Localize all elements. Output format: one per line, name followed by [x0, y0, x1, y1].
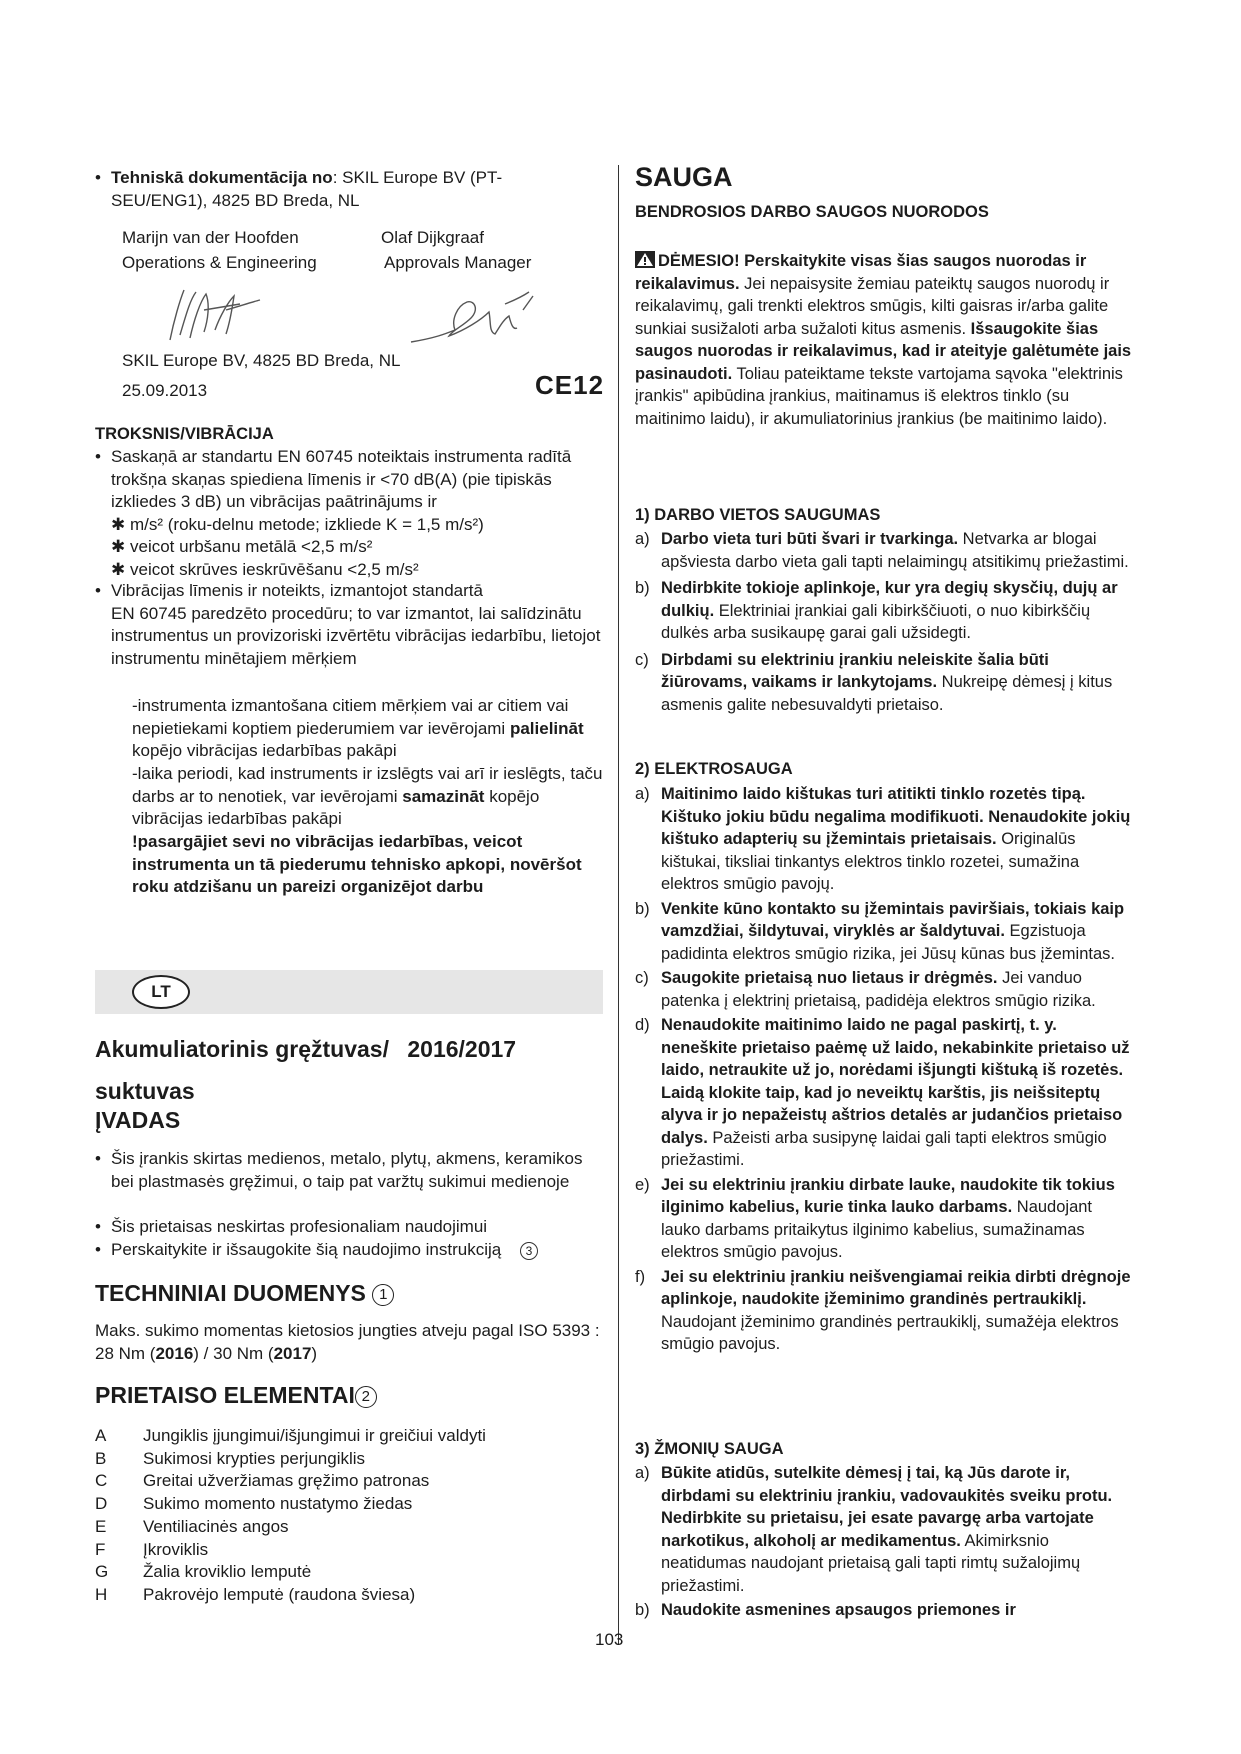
section-1-heading: 1) DARBO VIETOS SAUGUMAS [635, 506, 881, 524]
section-2-list [635, 783, 1135, 1356]
star-icon: ✱ [111, 537, 126, 556]
star-icon: ✱ [111, 514, 126, 534]
list-item: F Įkroviklis [95, 1539, 209, 1559]
list-item: B Sukimosi krypties perjungiklis [95, 1448, 366, 1468]
doc-bullet: • Tehniskā dokumentācija no: SKIL Europe BV (PT-SEU/ENG1), 4825 BD Breda, NL [95, 167, 581, 212]
noise-bullet-1: • Saskaņā ar standartu EN 60745 noteiktais instrumenta radītā trokšņa skaņas spiediena līmenis ir <70 dB(A) (pie tipiskās izkliedes 3 dB) un vibrācijas paātrinājums ir ✱ m/s² (roku-delnu metode; izkliede K = 1,5 m/s²) ✱ veicot urbšanu metālā <2,5 m/s² ✱ veicot skrūves ieskrūvēšanu <2,5 m/s² [95, 446, 601, 581]
signer2-name: Olaf Dijkgraaf [381, 228, 484, 247]
column-divider [618, 165, 619, 1645]
list-item: b) Nedirbkite tokioje aplinkoje, kur yra degių skysčių, dujų ar dulkių. Elektriniai įrankiai gali kibirkščiuoti, o nuo kibirkščių dulkės arba susikaupę garai gali užsidegti. [635, 579, 1118, 642]
dash-item-2: -laika periodi, kad instruments ir izslēgts vai arī ir ieslēgts, taču darbs ar to nenotiek, var ievērojami samazināt kopējo vibrācijas iedarbības pakāpi [132, 764, 603, 828]
list-item: H Pakrovėjo lemputė (raudona šviesa) [95, 1584, 416, 1604]
intro-heading: ĮVADAS [95, 1107, 181, 1133]
dash-item-1: -instrumenta izmantošana citiem mērķiem vai ar citiem vai nepietiekami koptiem piederumiem var ievērojami palielināt kopējo vibrācijas iedarbības pakāpi [132, 696, 584, 760]
general-safety-heading: BENDROSIOS DARBO SAUGOS NUORODOS [635, 203, 989, 221]
list-item: a) Būkite atidūs, sutelkite dėmesį į tai, ką Jūs darote ir, dirbdami su elektriniu įrankiu, vadovaukitės sveiku protu. Nedirbkite su prietaisu, jei esate pavargę arba vartojate narkotikus, alkoholį ar medikamentus. Akimirksnio neatidumas naudojant prietaisą gali tapti rimtų sužalojimų priežastimi. [635, 1464, 1113, 1595]
intro-bullet-1: • Šis įrankis skirtas medienos, metalo, plytų, akmens, keramikos bei plastmasės gręžimui, o taip pat varžtų sukimui medienoje [95, 1148, 591, 1193]
signer2-role: Approvals Manager [384, 253, 532, 272]
parts-heading: PRIETAISO ELEMENTAI 2 [95, 1382, 377, 1409]
section-2-heading: 2) ELEKTROSAUGA [635, 760, 793, 778]
protect-text: !pasargājiet sevi no vibrācijas iedarbības, veicot instrumenta un tā piederumu tehnisko apkopi, novēršot roku atdzišanu un pareizi organizējot darbu [132, 832, 582, 896]
list-item: c) Dirbdami su elektriniu įrankiu neleiskite šalia būti žiūrovams, vaikams ir lankytojams. Nukreipę dėmesį į kitus asmenis galite nebesuvaldyti prietaiso. [635, 650, 1113, 714]
attention-paragraph: DĖMESIO! Perskaitykite visas šias saugos nuorodas ir reikalavimus. Jei nepaisysite žemiau pateiktų saugos nuorodų ir reikalavimų, gali trenkti elektros smūgis, kilti gaisras ir/arba galite sunkiai susižaloti arba sužaloti kitus asmenis. Išsaugokite šias saugos nuorodas ir reikalavimus, kad ir ateityje galėtumėte jais pasinaudoti. Toliau pateiktame tekste vartojama sąvoka "elektrinis įrankis" apibūdina įrankius, maitinamus iš elektros tinklo (su maitinimo laidu), ir akumuliatorinius įrankius (be maitinimo laido). [635, 252, 1132, 428]
signature-1 [160, 280, 270, 350]
list-item: a) Maitinimo laido kištukas turi atitikti tinklo rozetės tipą. Kištuko jokiu būdu negalima modifikuoti. Nenaudokite jokių kištuko adapterių su įžemintais prietaisais. Originalūs kištukai, tiksliai tinkantys elektros tinklo rozetei, sumažina elektros smūgio pavojų. [635, 785, 1131, 893]
star-icon: ✱ [111, 559, 126, 579]
sauga-heading: SAUGA [635, 162, 733, 192]
noise-heading: TROKSNIS/VIBRĀCIJA [95, 425, 274, 443]
list-item: b) Naudokite asmenines apsaugos priemones ir [635, 1601, 1016, 1619]
figure-ref-2: 2 [355, 1386, 377, 1408]
list-item: A Jungiklis įjungimui/išjungimui ir greičiui valdyti [95, 1426, 486, 1445]
intro-bullet-2: • Šis prietaisas neskirtas profesionaliam naudojimui [95, 1216, 591, 1239]
list-item: E Ventiliacinės angos [95, 1516, 289, 1536]
list-item: f) Jei su elektriniu įrankiu neišvengiamai reikia dirbti drėgnoje aplinkoje, naudokite įžeminimo grandinės pertraukiklį. Naudojant įžeminimo grandinės pertraukiklį, sumažėja elektros smūgio pavojus. [635, 1267, 1131, 1353]
section-3-heading: 3) ŽMONIŲ SAUGA [635, 1440, 784, 1458]
list-item: c) Saugokite prietaisą nuo lietaus ir drėgmės. Jei vanduo patenka į elektrinį prietaisą, padidėja elektros smūgio rizika. [635, 969, 1096, 1010]
tech-heading: TECHNINIAI DUOMENYS 1 [95, 1280, 394, 1307]
list-item: D Sukimo momento nustatymo žiedas [95, 1494, 413, 1514]
signer1-role: Operations & Engineering [122, 253, 317, 272]
intro-bullet-3: • Perskaitykite ir išsaugokite šią naudojimo instrukciją 3 [95, 1239, 611, 1262]
list-item: a) Darbo vieta turi būti švari ir tvarkinga. Netvarka ar blogai apšviesta darbo vieta gali tapti nelaimingų atsitikimų priežastimi. [635, 530, 1129, 571]
list-item: C Greitai užveržiamas gręžimo patronas [95, 1471, 430, 1491]
list-item: d) Nenaudokite maitinimo laido ne pagal paskirtį, t. y. neneškite prietaiso paėmę už laido, nekabinkite prietaiso už laido, netraukite už jo, norėdami išjungti kištuką iš rozetės. Laidą klokite taip, kad jo neveiktų karštis, jis neišsiteptų alyva ir jo nepažeistų aštrios detalės ar judančios prietaiso dalys. Pažeisti arba susipynę laidai gali tapti elektros smūgio priežastimi. [635, 1016, 1130, 1169]
page-number: 103 [595, 1630, 624, 1649]
list-item: G Žalia kroviklio lemputė [95, 1562, 312, 1582]
language-badge: LT [132, 975, 190, 1009]
warning-icon [635, 251, 655, 268]
signature-2 [405, 290, 545, 350]
noise-bullet-2: • Vibrācijas līmenis ir noteikts, izmantojot standartā EN 60745 paredzēto procedūru; to var izmantot, lai salīdzinātu instrumentus un provizoriski izvērtētu vibrācijas iedarbību, lietojot instrumentu minētajiem mērķiem [95, 580, 601, 670]
list-item: e) Jei su elektriniu įrankiu dirbate lauke, naudokite tik tokius ilginimo kabelius, kurie tinka lauko darbams. Naudojant lauko darbams pritaikytus ilginimo kabelius, sumažinamas elektros smūgio pavojus. [635, 1175, 1115, 1261]
figure-ref-1: 1 [372, 1284, 394, 1306]
section-1-list [635, 528, 1135, 716]
product-title: Akumuliatorinis gręžtuvas/ 2016/2017 suktuvas [95, 1036, 517, 1104]
ce-mark: CE12 [535, 370, 605, 400]
section-3-list [635, 1462, 1135, 1622]
figure-ref-3: 3 [520, 1242, 538, 1260]
date: 25.09.2013 [122, 381, 208, 400]
company-address: SKIL Europe BV, 4825 BD Breda, NL [122, 351, 401, 370]
list-item: b) Venkite kūno kontakto su įžemintais paviršiais, tokiais kaip vamzdžiai, šildytuvai, viryklės ar šaldytuvai. Egzistuoja padidinta elektros smūgio rizika, jei Jūsų kūnas bus įžemintas. [635, 899, 1125, 963]
signer1-name: Marijn van der Hoofden [122, 228, 299, 247]
tech-text: Maks. sukimo momentas kietosios jungties atveju pagal ISO 5393 : 28 Nm (2016) / 30 Nm (2017) [95, 1321, 600, 1363]
